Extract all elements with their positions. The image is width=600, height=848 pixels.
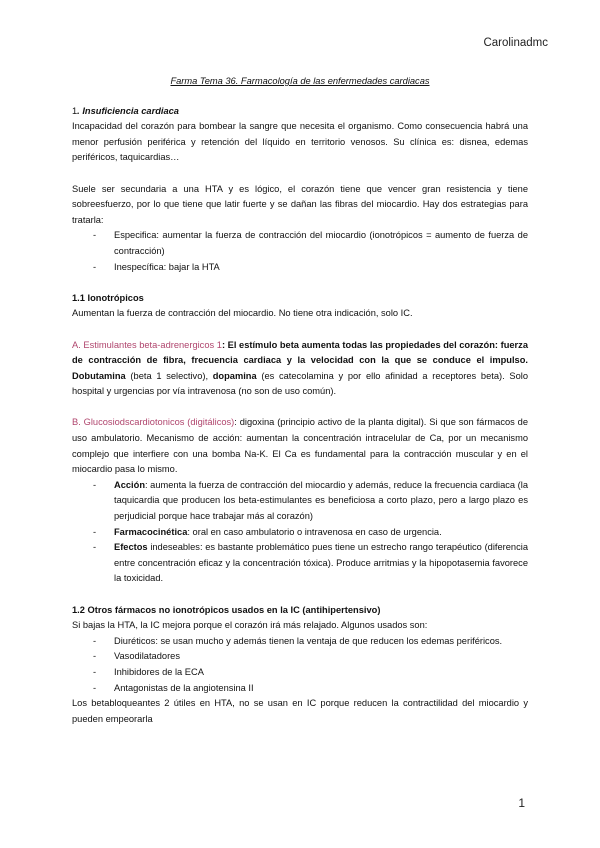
- section-1-title: . Insuficiencia cardiaca: [77, 105, 179, 116]
- dopamina-term: dopamina: [212, 370, 257, 381]
- text-segment: (es catecolamina y por ello afinidad a receptores beta). Solo hospital y urgencias por vía intravenosa (no son de uso común).: [72, 370, 528, 397]
- glucosides-label: B. Glucosiodscardiotonicos (digitálicos): [72, 417, 235, 428]
- list-item-label: Acción: [114, 479, 145, 490]
- colon: : El estímulo beta aumenta todas las propiedades del corazón: fuerza de contracción de fibra, frecuencia cardiaca y la velocidad con la que se conduce el impulso.: [72, 339, 528, 366]
- list-item: - Especifica: aumentar la fuerza de contracción del miocardio (ionotrópicos = aumento de fuerza de contracción): [72, 228, 528, 259]
- list-item: - Vasodilatadores: [72, 649, 528, 665]
- section-1-2-paragraph-2: Los betabloqueantes 2 útiles en HTA, no se usan en IC porque reducen la contractilidad del miocardio y pueden empeorarla: [72, 698, 528, 724]
- list-item-label: Farmacocinética: [114, 526, 188, 537]
- list-item: [72, 540, 528, 587]
- section-1-paragraph-1: Incapacidad del corazón para bombear la sangre que necesita el organismo. Como consecuencia habrá una menor perfusión periférica y retención del líquido en territorio venosos. Su clínica es: disnea, edemas periféricos, taquicardias…: [72, 121, 528, 163]
- text-segment: (beta 1 selectivo),: [125, 370, 213, 381]
- section-1-1-paragraph: Aumentan la fuerza de contracción del miocardio. No tiene otra indicación, solo IC.: [72, 308, 413, 319]
- strategy-list: [72, 228, 528, 275]
- section-1-2-heading: [72, 603, 528, 619]
- glucosides-paragraph: [72, 415, 528, 477]
- list-item: [72, 478, 528, 525]
- page-number: 1: [518, 796, 525, 810]
- beta-adrenergic-paragraph: [72, 338, 528, 400]
- list-item-text: : oral en caso ambulatorio o intravenosa en caso de urgencia.: [187, 526, 442, 537]
- section-1-1-heading: 1.1 Ionotrópicos: [72, 292, 144, 303]
- text-segment: : digoxina (principio activo de la planta digital). Si que son fármacos de uso ambulatorio. Mecanismo de acción: aumentan la concentración intracelular de Ca, por un mecanismo complejo que interfiere con una bomba Na-K. El Ca es fundamental para la contracción muscular y en el miocardio pasa lo mismo.: [72, 417, 528, 475]
- list-item: - Antagonistas de la angiotensina II: [72, 681, 528, 697]
- list-item: [72, 525, 528, 541]
- list-item: - Diuréticos: se usan mucho y además tienen la ventaja de que reducen los edemas periféricos.: [72, 634, 528, 650]
- list-item: - Inespecífica: bajar la HTA: [72, 260, 528, 276]
- list-item-text: : aumenta la fuerza de contracción del miocardio y además, reduce la frecuencia cardiaca (la taquicardia que producen los beta-estimulantes es beneficiosa a corto plazo, pero a largo plazo es perjudicial porque hace trabajar más al corazón): [114, 479, 528, 522]
- section-1-paragraph-2: Suele ser secundaria a una HTA y es lógico, el corazón tiene que vencer gran resistencia y tiene sobreesfuerzo, por lo que tiene que latir fuerte y se dañan las fibras del miocardio. Hay dos estrategias para tratarla:: [72, 183, 528, 225]
- section-1-2-title: 1.2 Otros fármacos no ionotrópicos usados en la IC: [72, 604, 300, 615]
- document-body: [72, 74, 528, 727]
- document-title: Farma Tema 36. Farmacología de las enfermedades cardiacas: [170, 76, 430, 86]
- section-1-number: 1: [72, 105, 78, 116]
- list-item-text: indeseables: es bastante problemático pues tiene un estrecho rango terapéutico (diferencia entre concentración eficaz y la concentración tóxica). Produce arritmias y la hipopotasemia favorece la toxicidad.: [114, 542, 528, 584]
- section-1-2-title-rest: (antihipertensivo): [299, 604, 381, 615]
- other-drugs-list: [72, 634, 528, 696]
- list-item: - Inhibidores de la ECA: [72, 665, 528, 681]
- beta-adrenergic-label: A. Estimulantes beta-adrenergicos 1: [72, 339, 222, 350]
- author-name: Carolinadmc: [483, 37, 548, 49]
- glucosides-list: [72, 478, 528, 587]
- list-item-label: Efectos: [114, 542, 148, 553]
- section-1-heading: [72, 104, 528, 120]
- dobutamina-term: Dobutamina: [72, 370, 126, 381]
- section-1-2-paragraph-1: Si bajas la HTA, la IC mejora porque el corazón irá más relajado. Algunos usados son:: [72, 620, 428, 631]
